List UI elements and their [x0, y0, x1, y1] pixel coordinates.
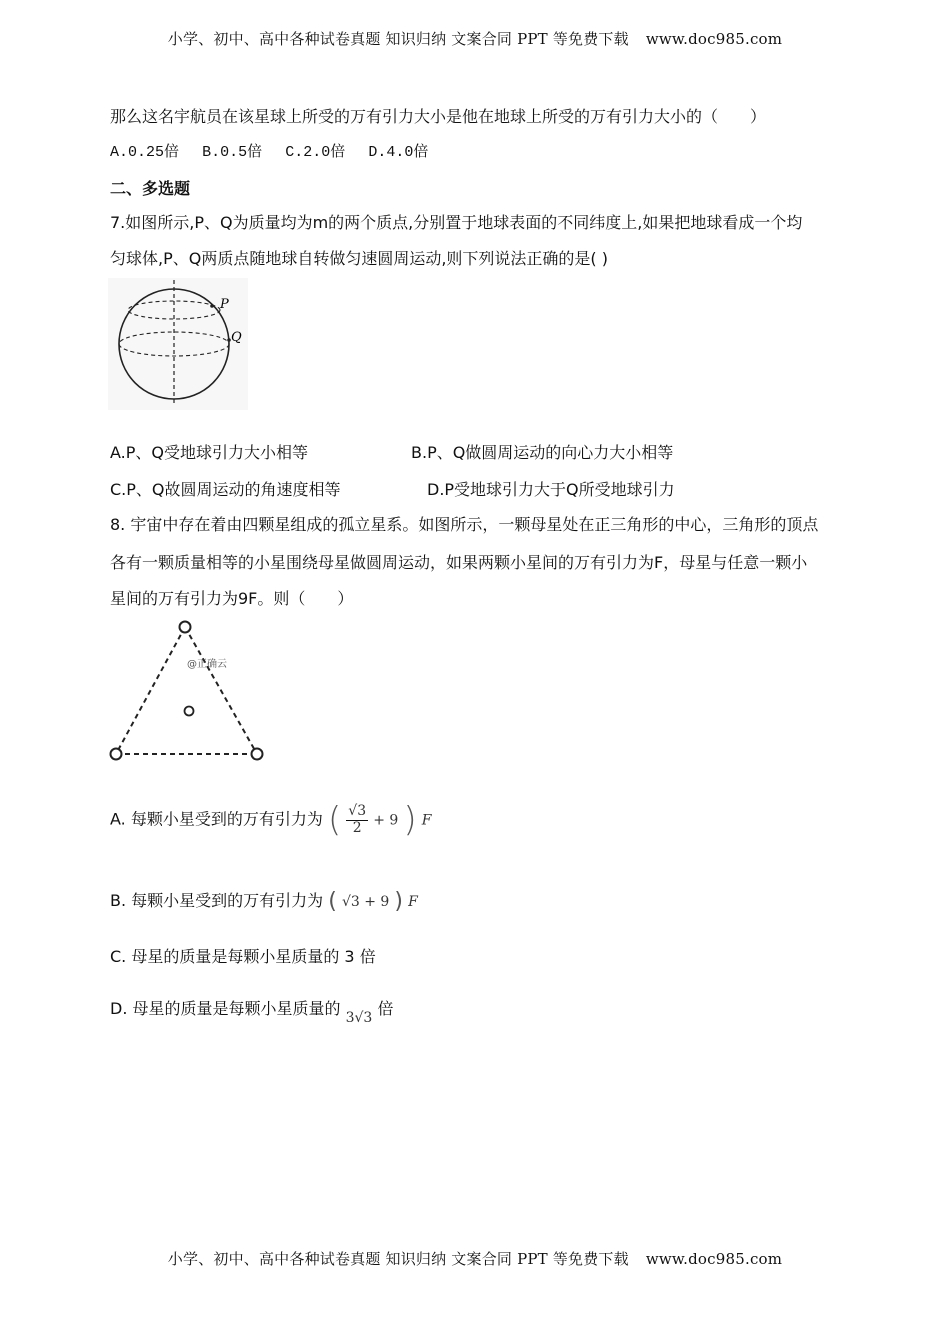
paren-open-icon: ( [327, 800, 342, 840]
header-text: 小学、初中、高中各种试卷真题 知识归纳 文案合同 PPT 等免费下载 [167, 30, 629, 48]
q7-option-a: A.P、Q受地球引力大小相等 [110, 443, 308, 462]
paren-close-icon: ) [394, 889, 403, 914]
triangle-left-edge [116, 627, 185, 754]
q8-stem-line1: 8. 宇宙中存在着由四颗星组成的孤立星系。如图所示，一颗母星处在正三角形的中心，三角形的顶点 [110, 515, 819, 534]
triangle-right-edge [185, 627, 257, 754]
paren-close-icon: ) [403, 800, 417, 840]
q7-stem-line2: 匀球体,P、Q两质点随地球自转做匀速圆周运动,则下列说法正确的是( ) [110, 249, 608, 268]
q8-option-b-text: B. 每颗小星受到的万有引力为 [110, 891, 324, 910]
q7-option-c: C.P、Q故圆周运动的角速度相等 [110, 480, 341, 499]
point-p [210, 304, 214, 308]
mother-star [185, 707, 194, 716]
fraction [346, 804, 368, 836]
option-a-tail: + 9 [373, 812, 399, 829]
fraction-denominator: 2 [352, 819, 362, 836]
label-p: P [220, 297, 229, 312]
q6-option-d: D.4.0倍 [368, 144, 429, 161]
q8-option-c: C. 母星的质量是每颗小星质量的 3 倍 [110, 947, 376, 966]
page-footer [0, 1248, 950, 1269]
fraction-numerator: √3 [348, 803, 367, 820]
q8-stem-line3: 星间的万有引力为9F。则（ ） [110, 589, 354, 608]
star-right [252, 749, 263, 760]
option-b-unit: F [408, 894, 418, 910]
q6-option-c: C.2.0倍 [285, 144, 346, 161]
q8-option-a [110, 800, 431, 840]
q8-option-d [110, 996, 394, 1026]
q7-option-d: D.P受地球引力大于Q所受地球引力 [427, 480, 675, 499]
q7-option-b: B.P、Q做圆周运动的向心力大小相等 [411, 443, 674, 462]
q6-stem: 那么这名宇航员在该星球上所受的万有引力大小是他在地球上所受的万有引力大小的（ ） [110, 107, 767, 126]
option-b-expr: √3 + 9 [341, 894, 390, 910]
star-left [111, 749, 122, 760]
q8-stem-line2: 各有一颗质量相等的小星围绕母星做圆周运动，如果两颗小星间的万有引力为F，母星与任意一颗小 [110, 553, 808, 572]
triangle-figure [106, 618, 268, 764]
footer-text: 小学、初中、高中各种试卷真题 知识归纳 文案合同 PPT 等免费下载 [167, 1250, 629, 1268]
paren-open-icon: ( [328, 889, 337, 914]
q8-option-b [110, 888, 418, 914]
header-url: www.doc985.com [645, 30, 783, 48]
footer-url: www.doc985.com [645, 1250, 783, 1268]
q6-options [110, 140, 446, 161]
section-title: 二、多选题 [110, 179, 191, 198]
option-d-expr: 3√3 [345, 1010, 373, 1026]
option-d-tail: 倍 [377, 999, 394, 1018]
q8-option-d-text: D. 母星的质量是每颗小星质量的 [110, 999, 341, 1018]
q8-option-a-text: A. 每颗小星受到的万有引力为 [110, 809, 323, 829]
label-q: Q [231, 330, 242, 345]
watermark-text: @正确云 [187, 659, 227, 670]
q6-option-b: B.0.5倍 [202, 144, 263, 161]
q6-option-a: A.0.25倍 [110, 144, 180, 161]
star-top [180, 622, 191, 633]
q7-stem-line1: 7.如图所示,P、Q为质量均为m的两个质点,分别置于地球表面的不同纬度上,如果把地球看成一个均 [110, 213, 803, 232]
option-a-unit: F [421, 812, 432, 829]
page-header [0, 28, 950, 49]
earth-figure [108, 278, 248, 410]
